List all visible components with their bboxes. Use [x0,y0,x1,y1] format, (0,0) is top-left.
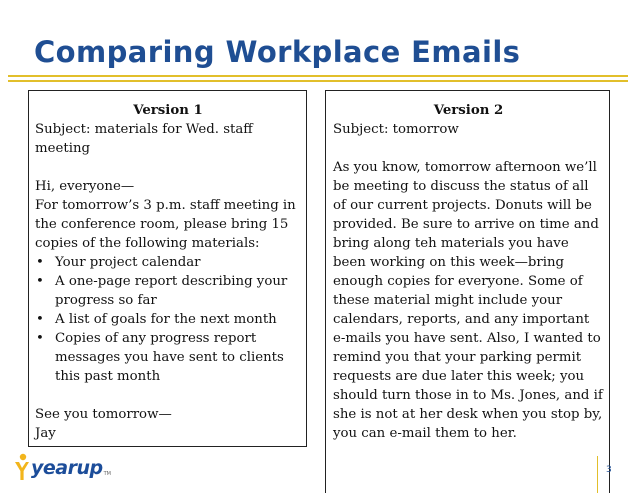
bullet-icon: • [36,255,44,270]
list-item [35,329,301,386]
spacer [333,139,604,158]
version-2-heading: Version 2 [433,103,504,118]
list-item-text: Copies of any progress report messages you have sent to clients this past month [55,331,284,384]
bullet-icon: • [36,331,44,346]
version-1-greeting: Hi, everyone— [35,179,135,194]
spacer [35,158,301,177]
slide-title: Comparing Workplace Emails [34,35,521,69]
list-item-text: A list of goals for the next month [55,312,277,327]
logo-trademark: TM [103,471,111,477]
person-figure-icon [14,453,30,481]
bullet-icon: • [36,274,44,289]
version-2-subject: Subject: tomorrow [333,122,459,137]
version-1-email-box [28,90,307,447]
version-1-materials-list [35,253,301,386]
version-1-subject: Subject: materials for Wed. staff meeting [35,122,253,156]
version-2-email-box [325,90,610,493]
title-underline-top [8,75,628,77]
logo-wordmark: yearup [31,457,103,479]
list-item-text: Your project calendar [55,255,201,270]
version-1-intro: For tomorrow’s 3 p.m. staff meeting in the conference room, please bring 15 copies of the following materials: [35,198,296,251]
version-1-signature: Jay [35,426,56,441]
spacer [35,386,301,405]
page-number: 3 [606,465,612,475]
version-1-closing: See you tomorrow— [35,407,172,422]
list-item [35,272,301,310]
yearup-logo [14,451,111,481]
list-item [35,253,301,272]
version-1-heading: Version 1 [133,103,203,118]
list-item-text: A one-page report describing your progress so far [55,274,288,308]
page-number-divider [597,456,598,493]
version-2-body: As you know, tomorrow afternoon we’ll be meeting to discuss the status of all of our current projects. Donuts will be provided. Be sure to arrive on time and bring along teh materials you have been working on this week—bring enough copies for everyone. Some of these material might include your calendars, reports, and any important e-mails you have sent. Also, I wanted to remind you that your parking permit requests are due later this week; you should turn those in to Ms. Jones, and if she is not at her desk when you stop by, you can e-mail them to her. [333,160,603,441]
list-item [35,310,301,329]
title-underline-bottom [8,80,628,82]
bullet-icon: • [36,312,44,327]
